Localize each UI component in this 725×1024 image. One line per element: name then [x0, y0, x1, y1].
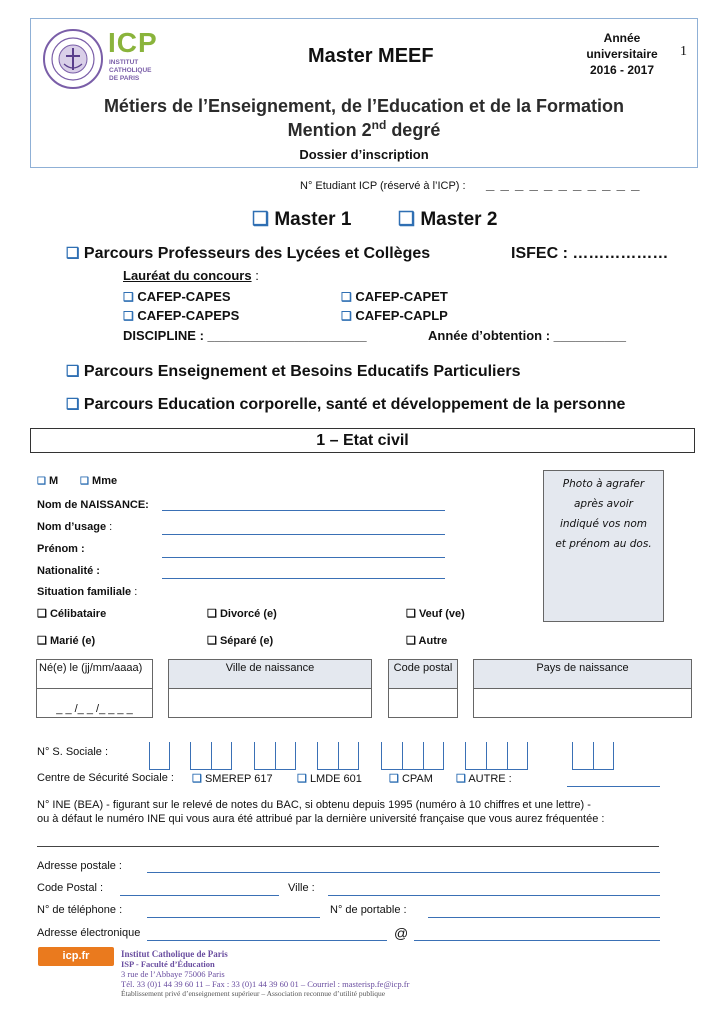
telephone-label: N° de téléphone :	[37, 904, 123, 916]
dossier-label: Dossier d’inscription	[299, 147, 429, 162]
student-number-label: N° Etudiant ICP (réservé à l’ICP) :	[300, 180, 466, 192]
birth-country-header: Pays de naissance	[473, 659, 692, 689]
birth-country-input[interactable]	[473, 689, 692, 718]
checkbox-icon[interactable]: ❑	[37, 635, 47, 647]
checkbox-icon[interactable]: ❑	[123, 309, 134, 323]
footer-info: Institut Catholique de Paris ISP - Faculté d’Éducation 3 rue de l’Abbaye 75006 Paris Tél. 33 (0)1 44 39 60 11 – Fax : 33 (0)1 44 39 60 01 – Courriel : masterisp.fe@icp.fr Établissement privé d’enseignement supérieur – Association reconnue d’utilité publique	[121, 949, 410, 998]
ville-input[interactable]	[328, 895, 660, 896]
situation-celibataire-option[interactable]: ❑ Célibataire	[37, 608, 107, 620]
checkbox-icon[interactable]: ❑	[66, 396, 80, 413]
discipline-field[interactable]: DISCIPLINE : ______________________	[123, 328, 367, 343]
code-postal-input[interactable]	[120, 895, 279, 896]
concours-capeps-option[interactable]: ❑ CAFEP-CAPEPS	[123, 308, 240, 323]
secu-label: N° S. Sociale :	[37, 746, 109, 758]
photo-box: Photo à agrafer après avoir indiqué vos nom et prénom au dos.	[543, 470, 664, 622]
checkbox-icon[interactable]: ❑	[406, 635, 416, 647]
portable-input[interactable]	[428, 917, 660, 918]
nom-usage-label: Nom d’usage :	[37, 521, 113, 533]
nom-naissance-input[interactable]	[162, 510, 445, 511]
subtitle-line2: Mention 2nd degré	[287, 118, 441, 140]
situation-label: Situation familiale :	[37, 586, 138, 598]
nom-usage-input[interactable]	[162, 534, 445, 535]
concours-caplp-option[interactable]: ❑ CAFEP-CAPLP	[341, 308, 448, 323]
checkbox-icon[interactable]: ❑	[297, 773, 307, 785]
checkbox-icon[interactable]: ❑	[398, 209, 416, 230]
centre-smerep-option[interactable]: ❑ SMEREP 617	[192, 773, 273, 785]
checkbox-icon[interactable]: ❑	[252, 209, 270, 230]
ville-label: Ville :	[288, 882, 315, 894]
academic-year: Année universitaire 2016 - 2017	[586, 31, 658, 77]
checkbox-icon[interactable]: ❑	[66, 245, 80, 262]
nationalite-input[interactable]	[162, 578, 445, 579]
ine-input[interactable]	[37, 846, 659, 847]
centre-autre-input[interactable]	[567, 786, 660, 787]
email-domain-input[interactable]	[414, 940, 660, 941]
civilite-mme-option[interactable]: ❑ Mme	[80, 475, 118, 487]
parcours-ebep-option[interactable]: ❑ Parcours Enseignement et Besoins Educatifs Particuliers	[66, 363, 521, 380]
seal-logo-icon	[42, 28, 104, 90]
adresse-input[interactable]	[147, 872, 660, 873]
birth-cp-header: Code postal	[388, 659, 458, 689]
email-user-input[interactable]	[147, 940, 387, 941]
situation-divorce-option[interactable]: ❑ Divorcé (e)	[207, 608, 277, 620]
at-sign: @	[394, 925, 409, 941]
annee-obtention-field[interactable]: Année d’obtention : __________	[428, 328, 626, 343]
parcours-plc-option[interactable]: ❑ Parcours Professeurs des Lycées et Collèges	[66, 245, 431, 262]
concours-capes-option[interactable]: ❑ CAFEP-CAPES	[123, 289, 231, 304]
checkbox-icon[interactable]: ❑	[66, 363, 80, 380]
centre-cpam-option[interactable]: ❑ CPAM	[389, 773, 433, 785]
ine-description: N° INE (BEA) - figurant sur le relevé de notes du BAC, si obtenu depuis 1995 (numéro à 10 chiffres et une lettre) - ou à défaut le numéro INE qui vous aura été attribué par la dernière université française que vous aurez fréquentée :	[37, 799, 605, 825]
master-1-option[interactable]: ❑ Master 1	[252, 209, 352, 230]
laureat-label: Lauréat du concours :	[123, 268, 259, 283]
situation-veuf-option[interactable]: ❑ Veuf (ve)	[406, 608, 465, 620]
checkbox-icon[interactable]: ❑	[80, 476, 89, 487]
prenom-input[interactable]	[162, 557, 445, 558]
logo-subtitle: INSTITUT CATHOLIQUE DE PARIS	[109, 59, 152, 82]
page-number: 1	[680, 44, 687, 59]
email-label: Adresse électronique	[37, 927, 141, 939]
nom-naissance-label: Nom de NAISSANCE:	[37, 499, 149, 511]
concours-capet-option[interactable]: ❑ CAFEP-CAPET	[341, 289, 448, 304]
page-title: Master MEEF	[308, 45, 434, 67]
code-postal-label: Code Postal :	[37, 882, 104, 894]
checkbox-icon[interactable]: ❑	[37, 476, 46, 487]
birth-city-input[interactable]	[168, 689, 372, 718]
prenom-label: Prénom :	[37, 543, 85, 555]
centre-autre-option[interactable]: ❑ AUTRE :	[456, 773, 512, 785]
checkbox-icon[interactable]: ❑	[192, 773, 202, 785]
isfec-field[interactable]: ISFEC : ………………	[511, 245, 669, 262]
adresse-label: Adresse postale :	[37, 860, 122, 872]
checkbox-icon[interactable]: ❑	[207, 635, 217, 647]
portable-label: N° de portable :	[330, 904, 407, 916]
situation-separe-option[interactable]: ❑ Séparé (e)	[207, 635, 274, 647]
parcours-ecsdp-option[interactable]: ❑ Parcours Education corporelle, santé et développement de la personne	[66, 396, 626, 413]
checkbox-icon[interactable]: ❑	[207, 608, 217, 620]
situation-marie-option[interactable]: ❑ Marié (e)	[37, 635, 96, 647]
birth-cp-input[interactable]	[388, 689, 458, 718]
centre-lmde-option[interactable]: ❑ LMDE 601	[297, 773, 362, 785]
checkbox-icon[interactable]: ❑	[341, 290, 352, 304]
nationalite-label: Nationalité :	[37, 565, 100, 577]
birth-date-header: Né(e) le (jj/mm/aaaa)	[36, 659, 153, 689]
telephone-input[interactable]	[147, 917, 320, 918]
situation-autre-option[interactable]: ❑ Autre	[406, 635, 448, 647]
birth-city-header: Ville de naissance	[168, 659, 372, 689]
birth-date-input[interactable]: _ _ /_ _ /_ _ _ _	[36, 689, 153, 718]
checkbox-icon[interactable]: ❑	[389, 773, 399, 785]
icp-badge: icp.fr	[38, 947, 114, 966]
logo-text: ICP	[108, 27, 158, 58]
subtitle-line1: Métiers de l’Enseignement, de l’Education et de la Formation	[103, 96, 625, 116]
checkbox-icon[interactable]: ❑	[37, 608, 47, 620]
master-2-option[interactable]: ❑ Master 2	[398, 209, 498, 230]
checkbox-icon[interactable]: ❑	[406, 608, 416, 620]
civilite-m-option[interactable]: ❑ M	[37, 475, 59, 487]
checkbox-icon[interactable]: ❑	[341, 309, 352, 323]
section-etat-civil: 1 – Etat civil	[30, 428, 695, 453]
centre-secu-label: Centre de Sécurité Sociale :	[37, 772, 174, 784]
checkbox-icon[interactable]: ❑	[123, 290, 134, 304]
checkbox-icon[interactable]: ❑	[456, 773, 466, 785]
student-number-field[interactable]: _ _ _ _ _ _ _ _ _ _ _	[486, 176, 641, 193]
